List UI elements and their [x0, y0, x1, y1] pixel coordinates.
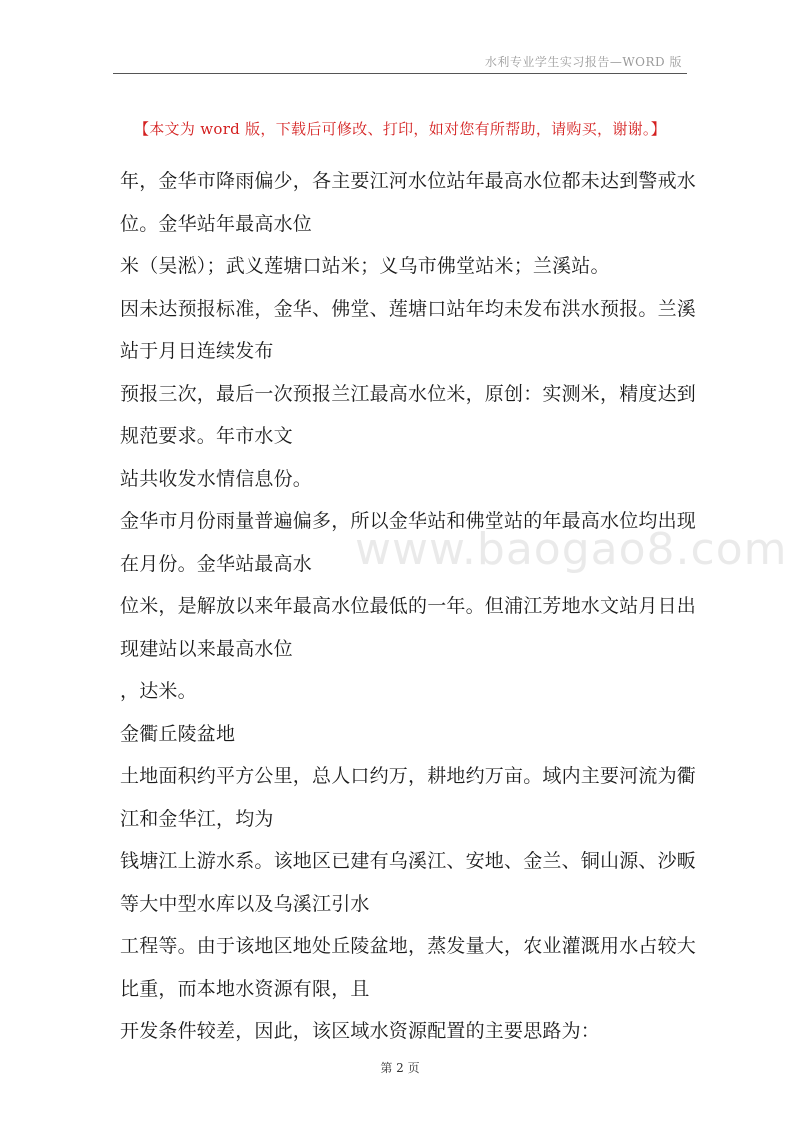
body-line: ，达米。: [120, 680, 197, 702]
body-line: 位米，是解放以来年最高水位最低的一年。但浦江芳地水文站月日出: [120, 595, 697, 617]
section-heading: 金衢丘陵盆地: [120, 722, 236, 745]
header-divider: [113, 73, 687, 74]
document-body: [120, 160, 697, 1053]
body-line: 站于月日连续发布: [120, 340, 274, 362]
body-line: 站共收发水情信息份。: [120, 467, 313, 490]
body-line: 等大中型水库以及乌溪江引水: [120, 892, 370, 915]
body-line: 因未达预报标准，金华、佛堂、莲塘口站年均未发布洪水预报。兰溪: [120, 297, 697, 320]
body-line: 米（吴淞）；武义莲塘口站米；义乌市佛堂站米；兰溪站。: [120, 255, 610, 277]
body-line: 工程等。由于该地区地处丘陵盆地，蒸发量大，农业灌溉用水占较大: [120, 935, 697, 957]
body-line: 钱塘江上游水系。该地区已建有乌溪江、安地、金兰、铜山源、沙畈: [120, 850, 697, 872]
purchase-notice: 【本文为 word 版，下载后可修改、打印，如对您有所帮助，请购买，谢谢。】: [133, 120, 667, 138]
body-line: 现建站以来最高水位: [120, 637, 293, 660]
header-title: 水利专业学生实习报告—WORD 版: [484, 55, 682, 69]
body-line: 金华市月份雨量普遍偏多，所以金华站和佛堂站的年最高水位均出现: [120, 510, 697, 532]
body-line: 江和金华江，均为: [120, 807, 274, 830]
body-line: 开发条件较差，因此，该区域水资源配置的主要思路为：: [120, 1020, 601, 1042]
body-line: 在月份。金华站最高水: [120, 552, 313, 575]
body-line: 规范要求。年市水文: [120, 425, 293, 447]
body-line: 位。金华站年最高水位: [120, 212, 313, 235]
site-watermark: www.baogao8.com: [355, 524, 788, 575]
body-line: 年，金华市降雨偏少，各主要江河水位站年最高水位都未达到警戒水: [120, 170, 697, 192]
page-number: 第 2 页: [380, 1061, 420, 1075]
body-line: 土地面积约平方公里，总人口约万，耕地约万亩。域内主要河流为衢: [120, 765, 697, 787]
body-line: 比重，而本地水资源有限，且: [120, 977, 370, 1000]
body-line: 预报三次，最后一次预报兰江最高水位米，原创：实测米，精度达到: [120, 382, 697, 405]
